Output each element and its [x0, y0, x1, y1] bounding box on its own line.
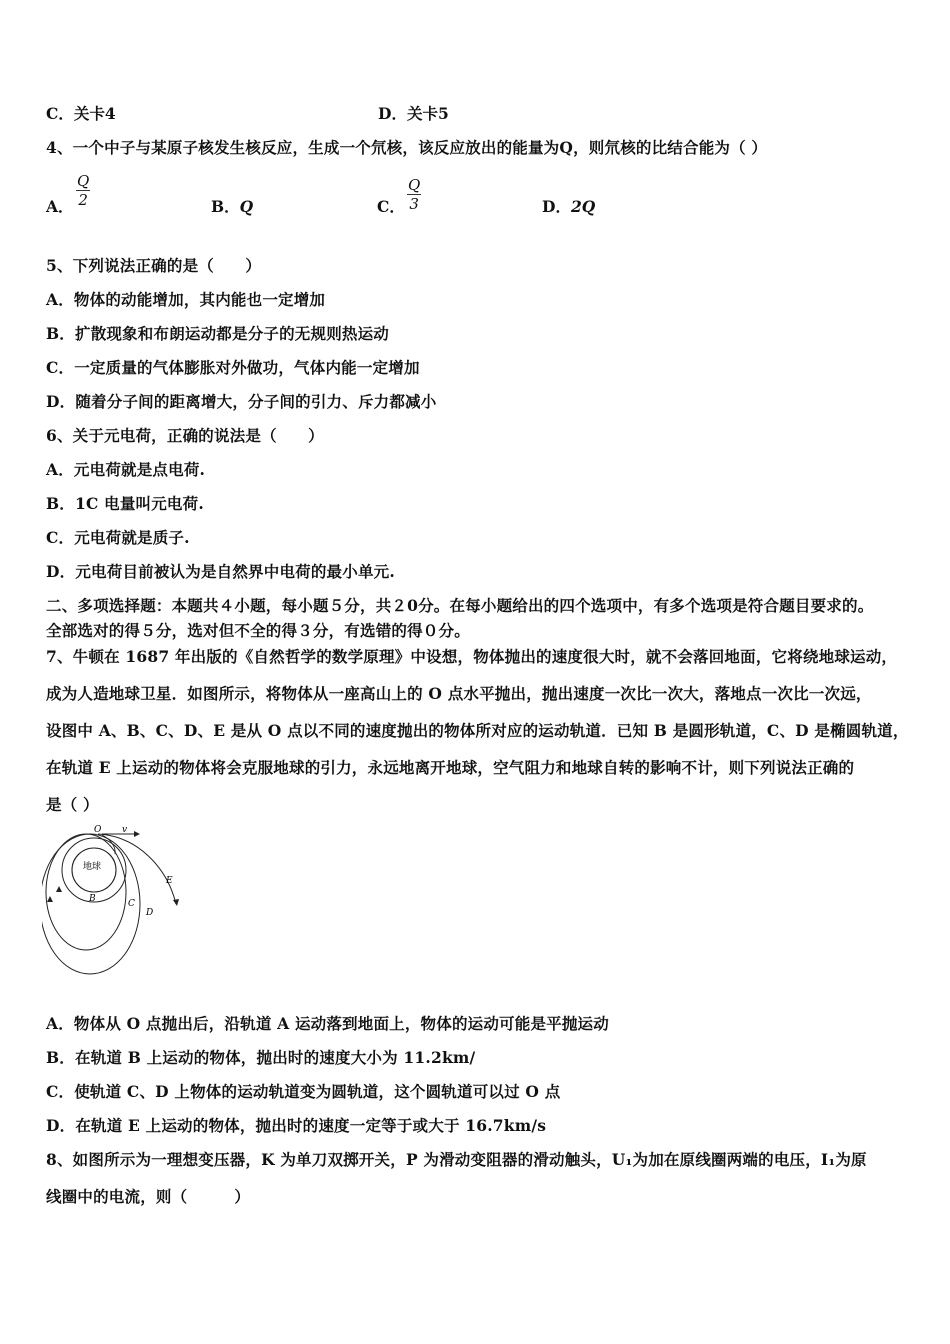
- label-v: v: [122, 825, 128, 835]
- q4-option-d: [542, 195, 595, 217]
- q7-stem-line-4: 在轨道 E 上运动的物体将会克服地球的引力，永远地离开地球，空气阻力和地球自转的影响不计，则下列说法正确的: [46, 758, 855, 777]
- orbit-arrow-icon: [173, 899, 179, 906]
- q4-option-a-denominator: 2: [78, 191, 88, 209]
- q4-option-a-numerator: Q: [77, 172, 90, 190]
- q4-option-d-value: 2Q: [570, 197, 596, 216]
- q6-option-d: D．元电荷目前被认为是自然界中电荷的最小单元.: [46, 562, 395, 581]
- q4-option-b: [211, 195, 253, 217]
- label-b: B: [89, 894, 96, 904]
- q6-stem: 6、关于元电荷，正确的说法是（ ）: [46, 426, 324, 445]
- q7-stem-line-3: 设图中 A、B、C、D、E 是从 O 点以不同的速度抛出的物体所对应的运动轨道．已知 B 是圆形轨道，C、D 是椭圆轨道，: [46, 721, 909, 740]
- q7-stem-line-2: 成为人造地球卫星．如图所示，将物体从一座高山上的 O 点水平抛出，抛出速度一次比一次大，落地点一次比一次远，: [46, 684, 872, 703]
- q4-option-a-label: A．: [46, 197, 74, 216]
- q5-option-d: D．随着分子间的距离增大，分子间的引力、斥力都减小: [46, 392, 437, 411]
- q4-stem: 4、一个中子与某原子核发生核反应，生成一个氘核，该反应放出的能量为Q，则氘核的比结合能为（ ）: [46, 138, 768, 157]
- q5-option-b: B．扩散现象和布朗运动都是分子的无规则热运动: [46, 324, 390, 343]
- q4-option-c-denominator: 3: [409, 195, 419, 213]
- q4-option-a-fraction: [76, 172, 90, 209]
- orbit-arrow-icon: [56, 886, 62, 892]
- q7-option-b: B．在轨道 B 上运动的物体，抛出时的速度大小为 11.2km/: [46, 1048, 476, 1067]
- q4-option-c-fraction: [407, 176, 421, 213]
- q8-stem-line-1: 8、如图所示为一理想变压器，K 为单刀双掷开关，P 为滑动变阻器的滑动触头，U₁为加在原线圈两端的电压，I₁为原: [46, 1150, 867, 1169]
- q6-option-a: A．元电荷就是点电荷.: [46, 460, 206, 479]
- q6-option-b: B．1C 电量叫元电荷.: [46, 494, 204, 513]
- label-earth: 地球: [83, 862, 102, 872]
- velocity-arrow-head-icon: [134, 831, 140, 837]
- label-o: O: [94, 825, 102, 835]
- orbit-arrow-icon: [47, 896, 53, 902]
- q7-stem-line-1: 7、牛顿在 1687 年出版的《自然哲学的数学原理》中设想，物体抛出的速度很大时，就不会落回地面，它将绕地球运动，: [46, 647, 898, 666]
- q5-option-c: C．一定质量的气体膨胀对外做功，气体内能一定增加: [46, 358, 420, 377]
- label-c: C: [128, 899, 135, 909]
- q7-option-c: C．使轨道 C、D 上物体的运动轨道变为圆轨道，这个圆轨道可以过 O 点: [46, 1082, 561, 1101]
- q6-option-c: C．元电荷就是质子.: [46, 528, 190, 547]
- q5-option-a: A．物体的动能增加，其内能也一定增加: [46, 290, 326, 309]
- q4-option-b-label: B．: [211, 197, 240, 216]
- label-e: E: [166, 876, 173, 886]
- q4-option-c-label: C．: [377, 197, 405, 216]
- section2-subheading: 全部选对的得５分，选对但不全的得３分，有选错的得０分。: [46, 621, 470, 640]
- q3-option-c: C．关卡4: [46, 104, 116, 123]
- q8-stem-line-2: 线圈中的电流，则（ ）: [46, 1187, 251, 1206]
- q7-option-d: D．在轨道 E 上运动的物体，抛出时的速度一定等于或大于 16.7km/s: [46, 1116, 547, 1135]
- q3-option-d: D．关卡5: [378, 104, 449, 123]
- q7-stem-line-5: 是（ ）: [46, 795, 99, 814]
- q4-option-b-value: Q: [239, 197, 254, 216]
- orbit-figure: [42, 822, 192, 982]
- q5-stem: 5、下列说法正确的是（ ）: [46, 256, 262, 275]
- q7-option-a: A．物体从 O 点抛出后，沿轨道 A 运动落到地面上，物体的运动可能是平抛运动: [46, 1014, 609, 1033]
- q4-option-c-numerator: Q: [408, 176, 421, 194]
- section2-heading: 二、多项选择题：本题共４小题，每小题５分，共２0分。在每小题给出的四个选项中，有多个选项是符合题目要求的。: [46, 596, 874, 615]
- q4-option-d-label: D．: [542, 197, 571, 216]
- label-d: D: [146, 908, 154, 918]
